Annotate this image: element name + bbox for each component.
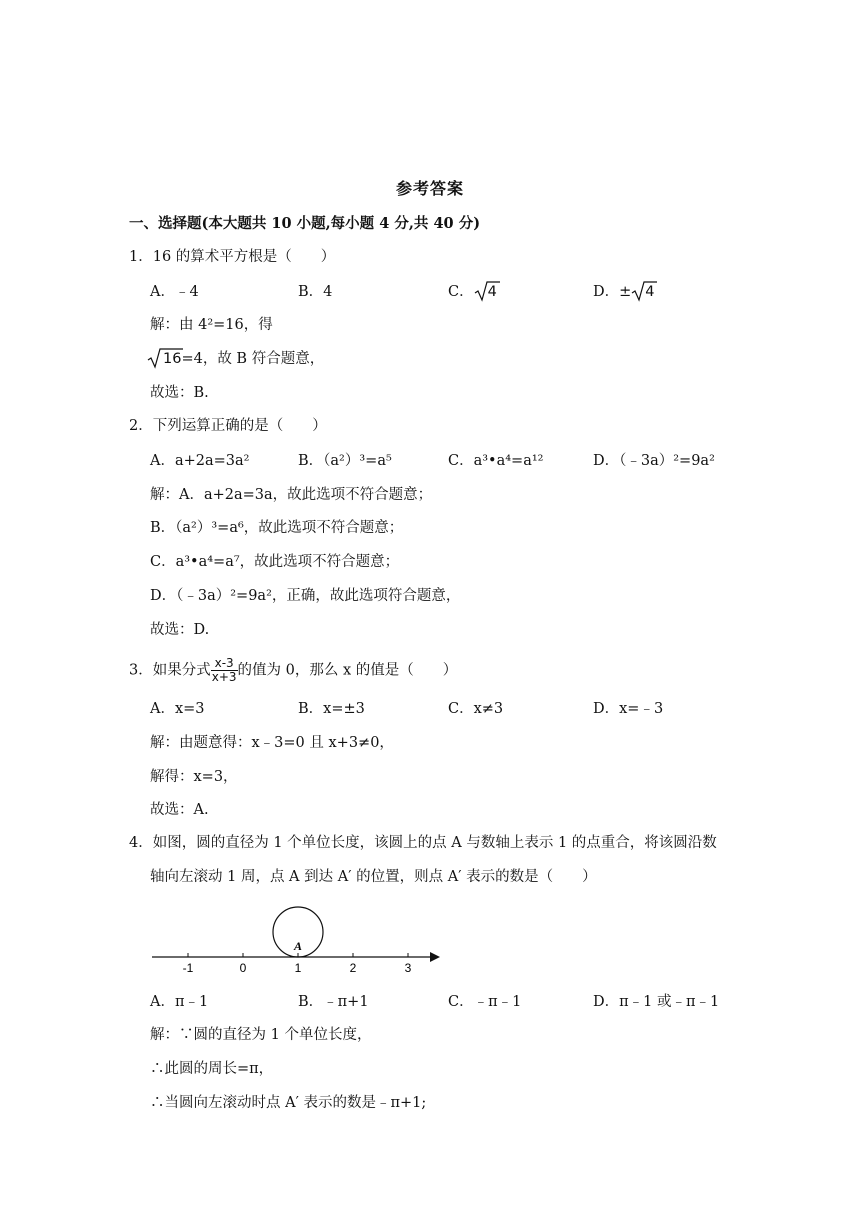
q3-stem-pre: 3．如果分式: [129, 662, 211, 679]
q1-option-d-radicand: 4: [645, 284, 655, 300]
q1-solution-line3: 故选：B.: [150, 385, 209, 401]
q2-stem: 2．下列运算正确的是（ ）: [129, 418, 327, 434]
q4-stem-line2: 轴向左滚动 1 周，点 A 到达 A′ 的位置，则点 A′ 表示的数是（ ）: [150, 869, 597, 885]
q1-stem: 1．16 的算术平方根是（ ）: [129, 249, 336, 265]
axis-tick-label: 2: [349, 961, 357, 975]
sqrt-symbol: [631, 282, 654, 302]
q1-option-d-label: D．±: [593, 284, 632, 300]
fraction-denominator: x+3: [211, 670, 237, 684]
q4-solution-line1: 解：∵圆的直径为 1 个单位长度，: [150, 1027, 372, 1043]
axis-tick-label: 0: [239, 961, 247, 975]
axis-arrow-icon: [430, 952, 440, 962]
q1-option-c-label: C．: [448, 284, 474, 300]
q4-option-c: C．﹣π﹣1: [448, 994, 522, 1010]
q1-radicand-16: 16: [163, 351, 182, 367]
fraction-numerator: x-3: [211, 657, 238, 671]
q2-solution-line5: 故选：D.: [150, 622, 210, 638]
q3-stem-post: 的值为 0，那么 x 的值是（ ）: [237, 662, 458, 679]
q2-option-b: B．（a²）³=a⁵: [298, 453, 392, 469]
q3-solution-line3: 故选：A.: [150, 802, 209, 818]
q4-solution-line3: ∴当圆向左滚动时点 A′ 表示的数是﹣π+1;: [150, 1095, 427, 1111]
q3-solution-line1: 解：由题意得：x﹣3=0 且 x+3≠0，: [150, 735, 394, 751]
q1-option-a: A．﹣4: [150, 284, 199, 300]
q4-option-a: A．π﹣1: [150, 994, 209, 1010]
q3-solution-line2: 解得：x=3，: [150, 769, 238, 785]
point-label-a: A: [294, 939, 303, 953]
fraction: [211, 657, 238, 684]
q2-option-c: C．a³•a⁴=a¹²: [448, 453, 544, 469]
q4-stem-line1: 4．如图，圆的直径为 1 个单位长度，该圆上的点 A 与数轴上表示 1 的点重合，将该圆沿数: [129, 835, 717, 851]
sqrt-symbol: [147, 349, 181, 369]
number-line-figure: [148, 900, 448, 980]
q3-option-b: B．x=±3: [298, 701, 365, 717]
axis-tick-label: 1: [294, 961, 302, 975]
q1-option-b: B．4: [298, 284, 333, 300]
q4-option-d: D．π﹣1 或﹣π﹣1: [593, 994, 720, 1010]
axis-tick-label: -1: [182, 961, 194, 975]
q3-option-d: D．x=﹣3: [593, 701, 664, 717]
q1-solution-line2: [147, 349, 324, 369]
section-heading: 一、选择题(本大题共 10 小题,每小题 4 分,共 40 分): [129, 215, 481, 232]
axis-tick-label: 3: [404, 961, 412, 975]
q1-option-c: [448, 282, 497, 302]
q3-option-a: A．x=3: [150, 701, 205, 717]
q1-solution-line2-text: =4，故 B 符合题意，: [181, 351, 325, 367]
q2-option-d: D．（﹣3a）²=9a²: [593, 453, 715, 469]
sqrt-symbol: [474, 282, 497, 302]
q2-solution-line4: D．（﹣3a）²=9a²，正确，故此选项符合题意，: [150, 588, 461, 604]
q1-option-c-radicand: 4: [487, 284, 497, 300]
q2-solution-line1: 解：A．a+2a=3a，故此选项不符合题意；: [150, 487, 433, 503]
q2-option-a: A．a+2a=3a²: [150, 453, 250, 469]
q4-option-b: B．﹣π+1: [298, 994, 369, 1010]
q2-solution-line3: C．a³•a⁴=a⁷，故此选项不符合题意；: [150, 554, 400, 570]
q1-solution-line1: 解：由 4²=16，得: [150, 317, 273, 333]
q3-stem: [129, 657, 457, 684]
q1-option-d: [593, 282, 655, 302]
q3-option-c: C．x≠3: [448, 701, 504, 717]
q4-solution-line2: ∴此圆的周长=π，: [150, 1061, 274, 1077]
q2-solution-line2: B．（a²）³=a⁶，故此选项不符合题意；: [150, 520, 404, 536]
page-title: 参考答案: [395, 179, 464, 198]
